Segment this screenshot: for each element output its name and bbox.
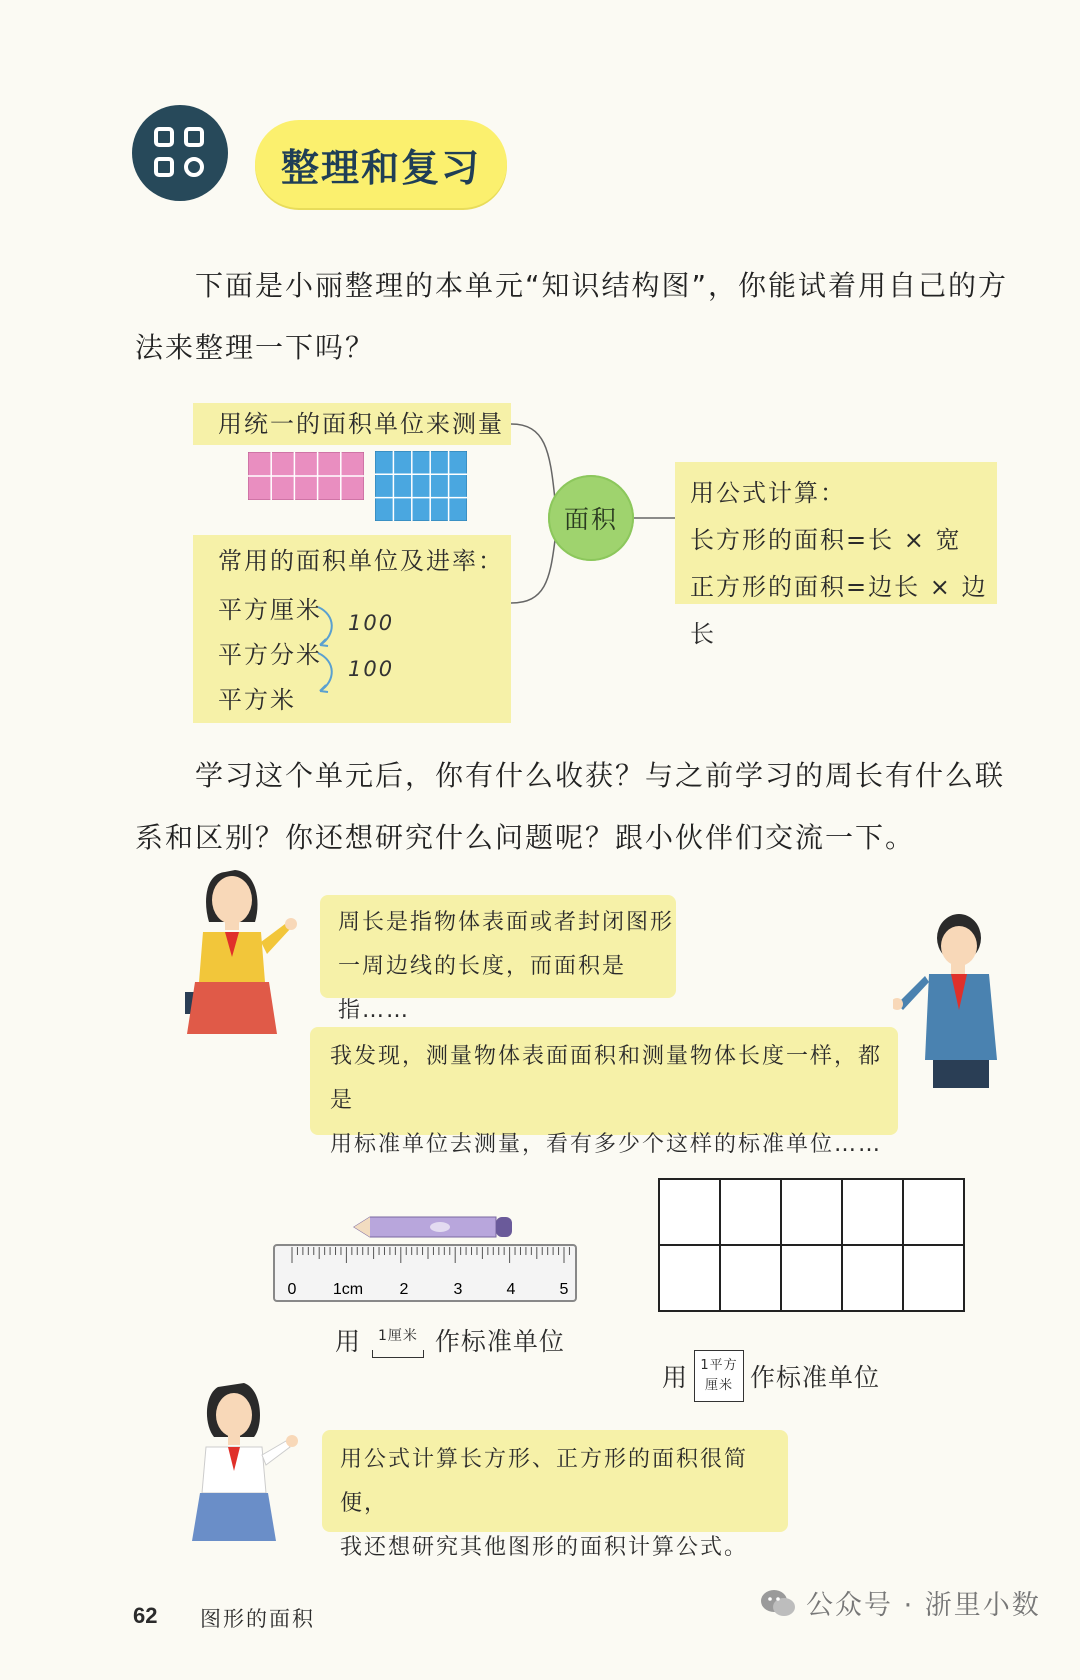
ruler-label-4: 4	[506, 1281, 516, 1298]
measure-box: 用统一的面积单位来测量	[193, 403, 511, 445]
ruler-caption-post: 作标准单位	[434, 1327, 565, 1356]
square-caption-post: 作标准单位	[750, 1363, 881, 1392]
ruler-unit-label: 1厘米	[377, 1327, 418, 1344]
girl-illustration-1	[185, 862, 305, 1040]
intro-line-2: 法来整理一下吗？	[135, 331, 376, 364]
ruler-label-3: 3	[453, 1281, 463, 1298]
ruler-label-1cm: 1cm	[332, 1281, 364, 1298]
square-unit-line-2: 厘米	[705, 1378, 734, 1393]
unit-square-cm: 平方厘米	[218, 596, 322, 624]
speech-bubble-1	[320, 895, 676, 1023]
intro-line-1: 下面是小丽整理的本单元“知识结构图”，你能试着用自己的方	[195, 269, 1009, 302]
square-unit-line-1: 1平方	[700, 1358, 738, 1373]
bubble-2-line-1: 我发现，测量物体表面面积和测量物体长度一样，都是	[330, 1044, 883, 1113]
watermark-text: 公众号 · 浙里小数	[806, 1590, 1041, 1621]
bubble-3-line-2: 我还想研究其他图形的面积计算公式。	[340, 1535, 749, 1560]
ruler-label-0: 0	[287, 1281, 297, 1298]
ruler-label-2: 2	[399, 1281, 409, 1298]
bubble-1-line-1: 周长是指物体表面或者封闭图形	[338, 910, 675, 935]
units-label: 常用的面积单位及进率：	[218, 547, 504, 575]
ruler-unit-bracket	[372, 1329, 424, 1358]
formula-rectangle: 长方形的面积=长 × 宽	[690, 526, 962, 554]
bubble-3-line-1: 用公式计算长方形、正方形的面积很简便，	[340, 1447, 749, 1516]
speech-bubble-3	[322, 1430, 788, 1560]
rate-1: 100	[348, 611, 395, 635]
watermark	[760, 1583, 1041, 1622]
rate-2: 100	[348, 657, 395, 681]
square-unit-grid	[658, 1178, 965, 1312]
blue-area-grid	[375, 451, 467, 521]
ruler-with-pencil	[270, 1205, 580, 1315]
ruler-label-5: 5	[559, 1281, 569, 1298]
wechat-icon	[760, 1588, 796, 1618]
speech-bubble-2	[310, 1027, 898, 1157]
unit-square-m: 平方米	[218, 686, 296, 714]
girl-illustration-2	[192, 1375, 312, 1545]
prompt-line-2: 系和区别？你还想研究什么问题呢？跟小伙伴们交流一下。	[135, 821, 916, 854]
ruler-caption-pre: 用	[335, 1327, 362, 1356]
boy-illustration	[893, 910, 1008, 1090]
rate-arrows	[308, 605, 348, 705]
page-number: 62	[133, 1603, 158, 1628]
square-caption-pre: 用	[662, 1363, 689, 1392]
prompt-line-1: 学习这个单元后，你有什么收获？与之前学习的周长有什么联	[195, 759, 1006, 792]
area-center-node: 面积	[548, 475, 634, 561]
prompt-paragraph	[135, 745, 1040, 869]
bubble-1-line-2: 一周边线的长度，而面积是指……	[338, 954, 627, 1023]
units-box	[193, 535, 511, 723]
bubble-2-line-2: 用标准单位去测量，看有多少个这样的标准单位……	[330, 1132, 883, 1157]
section-title: 整理和复习	[255, 120, 507, 208]
square-unit-box	[694, 1350, 744, 1402]
square-caption	[662, 1350, 880, 1402]
chapter-title: 图形的面积	[200, 1607, 315, 1631]
pink-area-grid	[248, 452, 364, 500]
formula-square: 正方形的面积=边长 × 边长	[690, 573, 988, 648]
formula-label: 用公式计算：	[690, 479, 846, 507]
ruler-caption	[335, 1322, 565, 1358]
formula-box	[675, 462, 997, 648]
unit-square-dm: 平方分米	[218, 641, 322, 669]
